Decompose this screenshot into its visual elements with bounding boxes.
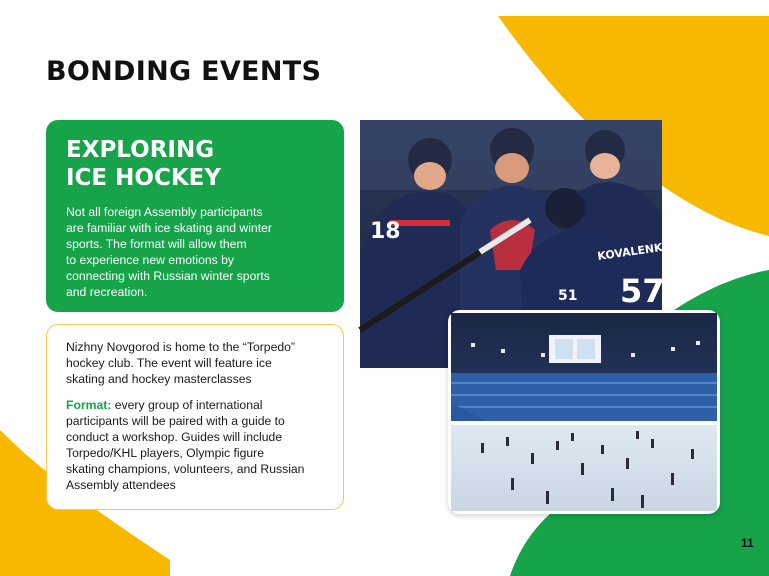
ice-rink-photo xyxy=(448,310,720,514)
info-paragraph: Nizhny Novgorod is home to the “Torpedo” hockey club. The event will feature ice skating and hockey masterclasses xyxy=(66,340,295,386)
page-number: 11 xyxy=(741,536,754,550)
svg-text:57: 57 xyxy=(620,272,665,310)
page-title: BONDING EVENTS xyxy=(46,56,322,87)
card-heading: EXPLORING ICE HOCKEY xyxy=(66,137,222,191)
card-body-text: Not all foreign Assembly participants are familiar with ice skating and winter sports. The format will allow them to experience new emotions by connecting with Russian winter sports and recreation. xyxy=(66,205,272,299)
event-info-card xyxy=(46,324,344,510)
format-paragraph xyxy=(66,397,327,493)
svg-text:KOVALENKO: KOVALENKO xyxy=(596,239,673,263)
format-text: every group of international participants will be paired with a guide to conduct a workshop. Guides will include Torpedo/KHL players, Olympic figure skating champions, volunteers, and Russian Assembly attendees xyxy=(66,398,305,492)
exploring-ice-hockey-card xyxy=(46,120,344,312)
format-label: Format: xyxy=(66,398,112,412)
svg-text:51: 51 xyxy=(558,288,578,304)
green-arc-bottom xyxy=(510,506,740,576)
svg-text:18: 18 xyxy=(370,219,401,244)
